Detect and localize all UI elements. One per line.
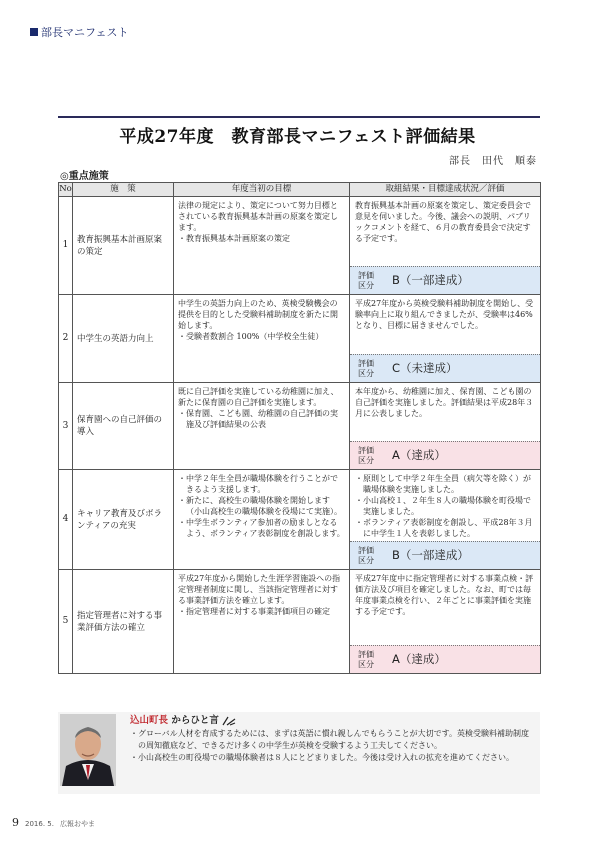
evaluation-area	[350, 541, 540, 569]
text-line: ・指定管理者に対する事業評価項目の確定	[178, 607, 330, 616]
target-cell	[174, 197, 350, 295]
mayor-comment: ・グローバル人材を育成するためには、まずは英語に慣れ親しんでもらうことが大切です。英検受験料補助制度の周知徹底など、できるだけ多くの中学生が英検を受験するよう工夫してください。	[130, 729, 529, 750]
mayor-comment-title	[130, 712, 236, 726]
page-footer	[12, 816, 95, 829]
result-text	[350, 470, 540, 542]
evaluation-area	[350, 441, 540, 469]
target-cell	[174, 570, 350, 674]
evaluation-area	[350, 354, 540, 382]
policy-cell: 指定管理者に対する事業評価方法の確立	[73, 570, 174, 674]
mayor-portrait-icon	[60, 714, 116, 786]
result-cell	[350, 295, 541, 383]
mayor-comment: ・小山高校生の町役場での職場体験者は８人にとどまりました。今後は受け入れの拡充を進めてください。	[130, 753, 514, 762]
mayor-title-suffix: からひと言	[171, 715, 219, 726]
author: 部長 田代 順泰	[449, 156, 537, 167]
evaluation-label: 評価 区分	[358, 649, 374, 669]
publication-name: 広報おやま	[59, 820, 95, 828]
text-line: ・ボランティア表彰制度を創設し、平成28年３月に中学生１人を表彰しました。	[355, 518, 533, 538]
section-marker-icon	[30, 28, 38, 36]
text-line: 平成27年度から開始した生涯学習施設への指定管理者制度に関し、当該指定管理者に対する事業評価方法を確立します。	[178, 574, 341, 605]
result-cell	[350, 197, 541, 295]
speech-lines-icon	[222, 716, 236, 726]
text-line: 法律の規定により、策定について努力目標とされている教育振興基本計画の原案を策定します。	[178, 201, 338, 232]
text-line: 平成27年度中に指定管理者に対する事業点検・評価方法及び項目を確定しました。なお、町では毎年度事業点検を行い、２年ごとに事業評価を実施する予定です。	[355, 574, 534, 616]
text-line: ・原則として中学２年生全員（病欠等を除く）が職場体験を実施しました。	[355, 474, 531, 494]
header-no: No	[59, 183, 73, 197]
text-line: ・教育振興基本計画原案の策定	[178, 234, 290, 243]
table-row	[59, 570, 541, 674]
result-text	[350, 197, 540, 247]
page-number: 9	[12, 816, 19, 829]
header-policy: 施 策	[73, 183, 174, 197]
policy-cell: 教育振興基本計画原案の策定	[73, 197, 174, 295]
row-number: 4	[59, 470, 73, 570]
section-header	[30, 24, 128, 40]
result-text	[350, 570, 540, 620]
evaluation-label: 評価 区分	[358, 270, 374, 290]
header-target: 年度当初の目標	[174, 183, 350, 197]
result-cell	[350, 570, 541, 674]
text-line: ・中学生ボランティア参加者の励ましとなるよう、ボランティア表彰制度を創設します。	[178, 518, 345, 538]
text-line: 中学生の英語力向上のため、英検受験機会の提供を目的とした受験料補助制度を新たに開始します。	[178, 299, 338, 330]
row-number: 5	[59, 570, 73, 674]
evaluation-area	[350, 645, 540, 673]
target-cell	[174, 470, 350, 570]
evaluation-value: A（達成）	[392, 448, 446, 462]
text-line: 既に自己評価を実施している幼稚園に加え、新たに保育園の自己評価を実施します。	[178, 387, 339, 407]
row-number: 1	[59, 197, 73, 295]
row-number: 2	[59, 295, 73, 383]
text-line: 平成27年度から英検受験料補助制度を開始し、受験率向上に取り組んできましたが、受験率は46%となり、目標に届きませんでした。	[355, 299, 534, 330]
row-number: 3	[59, 383, 73, 470]
text-line: ・中学２年生全員が職場体験を行うことができるよう支援します。	[178, 474, 338, 494]
table-row	[59, 295, 541, 383]
issue-date: 2016. 5.	[25, 820, 54, 828]
policy-cell: 中学生の英語力向上	[73, 295, 174, 383]
table-row	[59, 197, 541, 295]
manifesto-table	[58, 182, 541, 674]
table-row	[59, 383, 541, 470]
section-header-label: 部長マニフェスト	[41, 26, 129, 39]
mayor-comments	[130, 728, 535, 764]
result-text	[350, 295, 540, 334]
page-title: 平成27年度 教育部長マニフェスト評価結果	[119, 127, 476, 147]
target-cell	[174, 295, 350, 383]
policy-cell: 保育園への自己評価の導入	[73, 383, 174, 470]
title-rule	[58, 116, 540, 118]
header-result: 取組結果・目標達成状況／評価	[350, 183, 541, 197]
mayor-name: 込山町長	[130, 715, 169, 726]
evaluation-label: 評価 区分	[358, 545, 374, 565]
evaluation-value: B（一部達成）	[392, 273, 469, 287]
policy-cell: キャリア教育及びボランティアの充実	[73, 470, 174, 570]
result-text	[350, 383, 540, 422]
table-header-row	[59, 183, 541, 197]
result-cell	[350, 383, 541, 470]
sub-heading: ◎重点施策	[60, 171, 109, 182]
text-line: 本年度から、幼稚園に加え、保育園、こども園の自己評価を実施しました。評価結果は平成28年３月に公表しました。	[355, 387, 534, 418]
text-line: ・新たに、高校生の職場体験を開始します（小山高校生の職場体験を役場にて実施）。	[178, 496, 342, 516]
text-line: ・受験者数割合 100%（中学校全生徒）	[178, 332, 324, 341]
table-row	[59, 470, 541, 570]
text-line: ・小山高校１、２年生８人の職場体験を町役場で実施しました。	[355, 496, 531, 516]
evaluation-value: B（一部達成）	[392, 548, 469, 562]
evaluation-label: 評価 区分	[358, 445, 374, 465]
evaluation-label: 評価 区分	[358, 358, 374, 378]
target-cell	[174, 383, 350, 470]
result-cell	[350, 470, 541, 570]
evaluation-value: A（達成）	[392, 652, 446, 666]
evaluation-area	[350, 266, 540, 294]
evaluation-value: C（未達成）	[392, 361, 458, 375]
text-line: ・保育園、こども園、幼稚園の自己評価の実施及び評価結果の公表	[178, 409, 338, 429]
mayor-photo	[60, 714, 116, 786]
text-line: 教育振興基本計画の原案を策定し、策定委員会で意見を伺いました。今後、議会への説明、パブリックコメントを経て、６月の教育委員会で決定する予定です。	[355, 201, 531, 243]
